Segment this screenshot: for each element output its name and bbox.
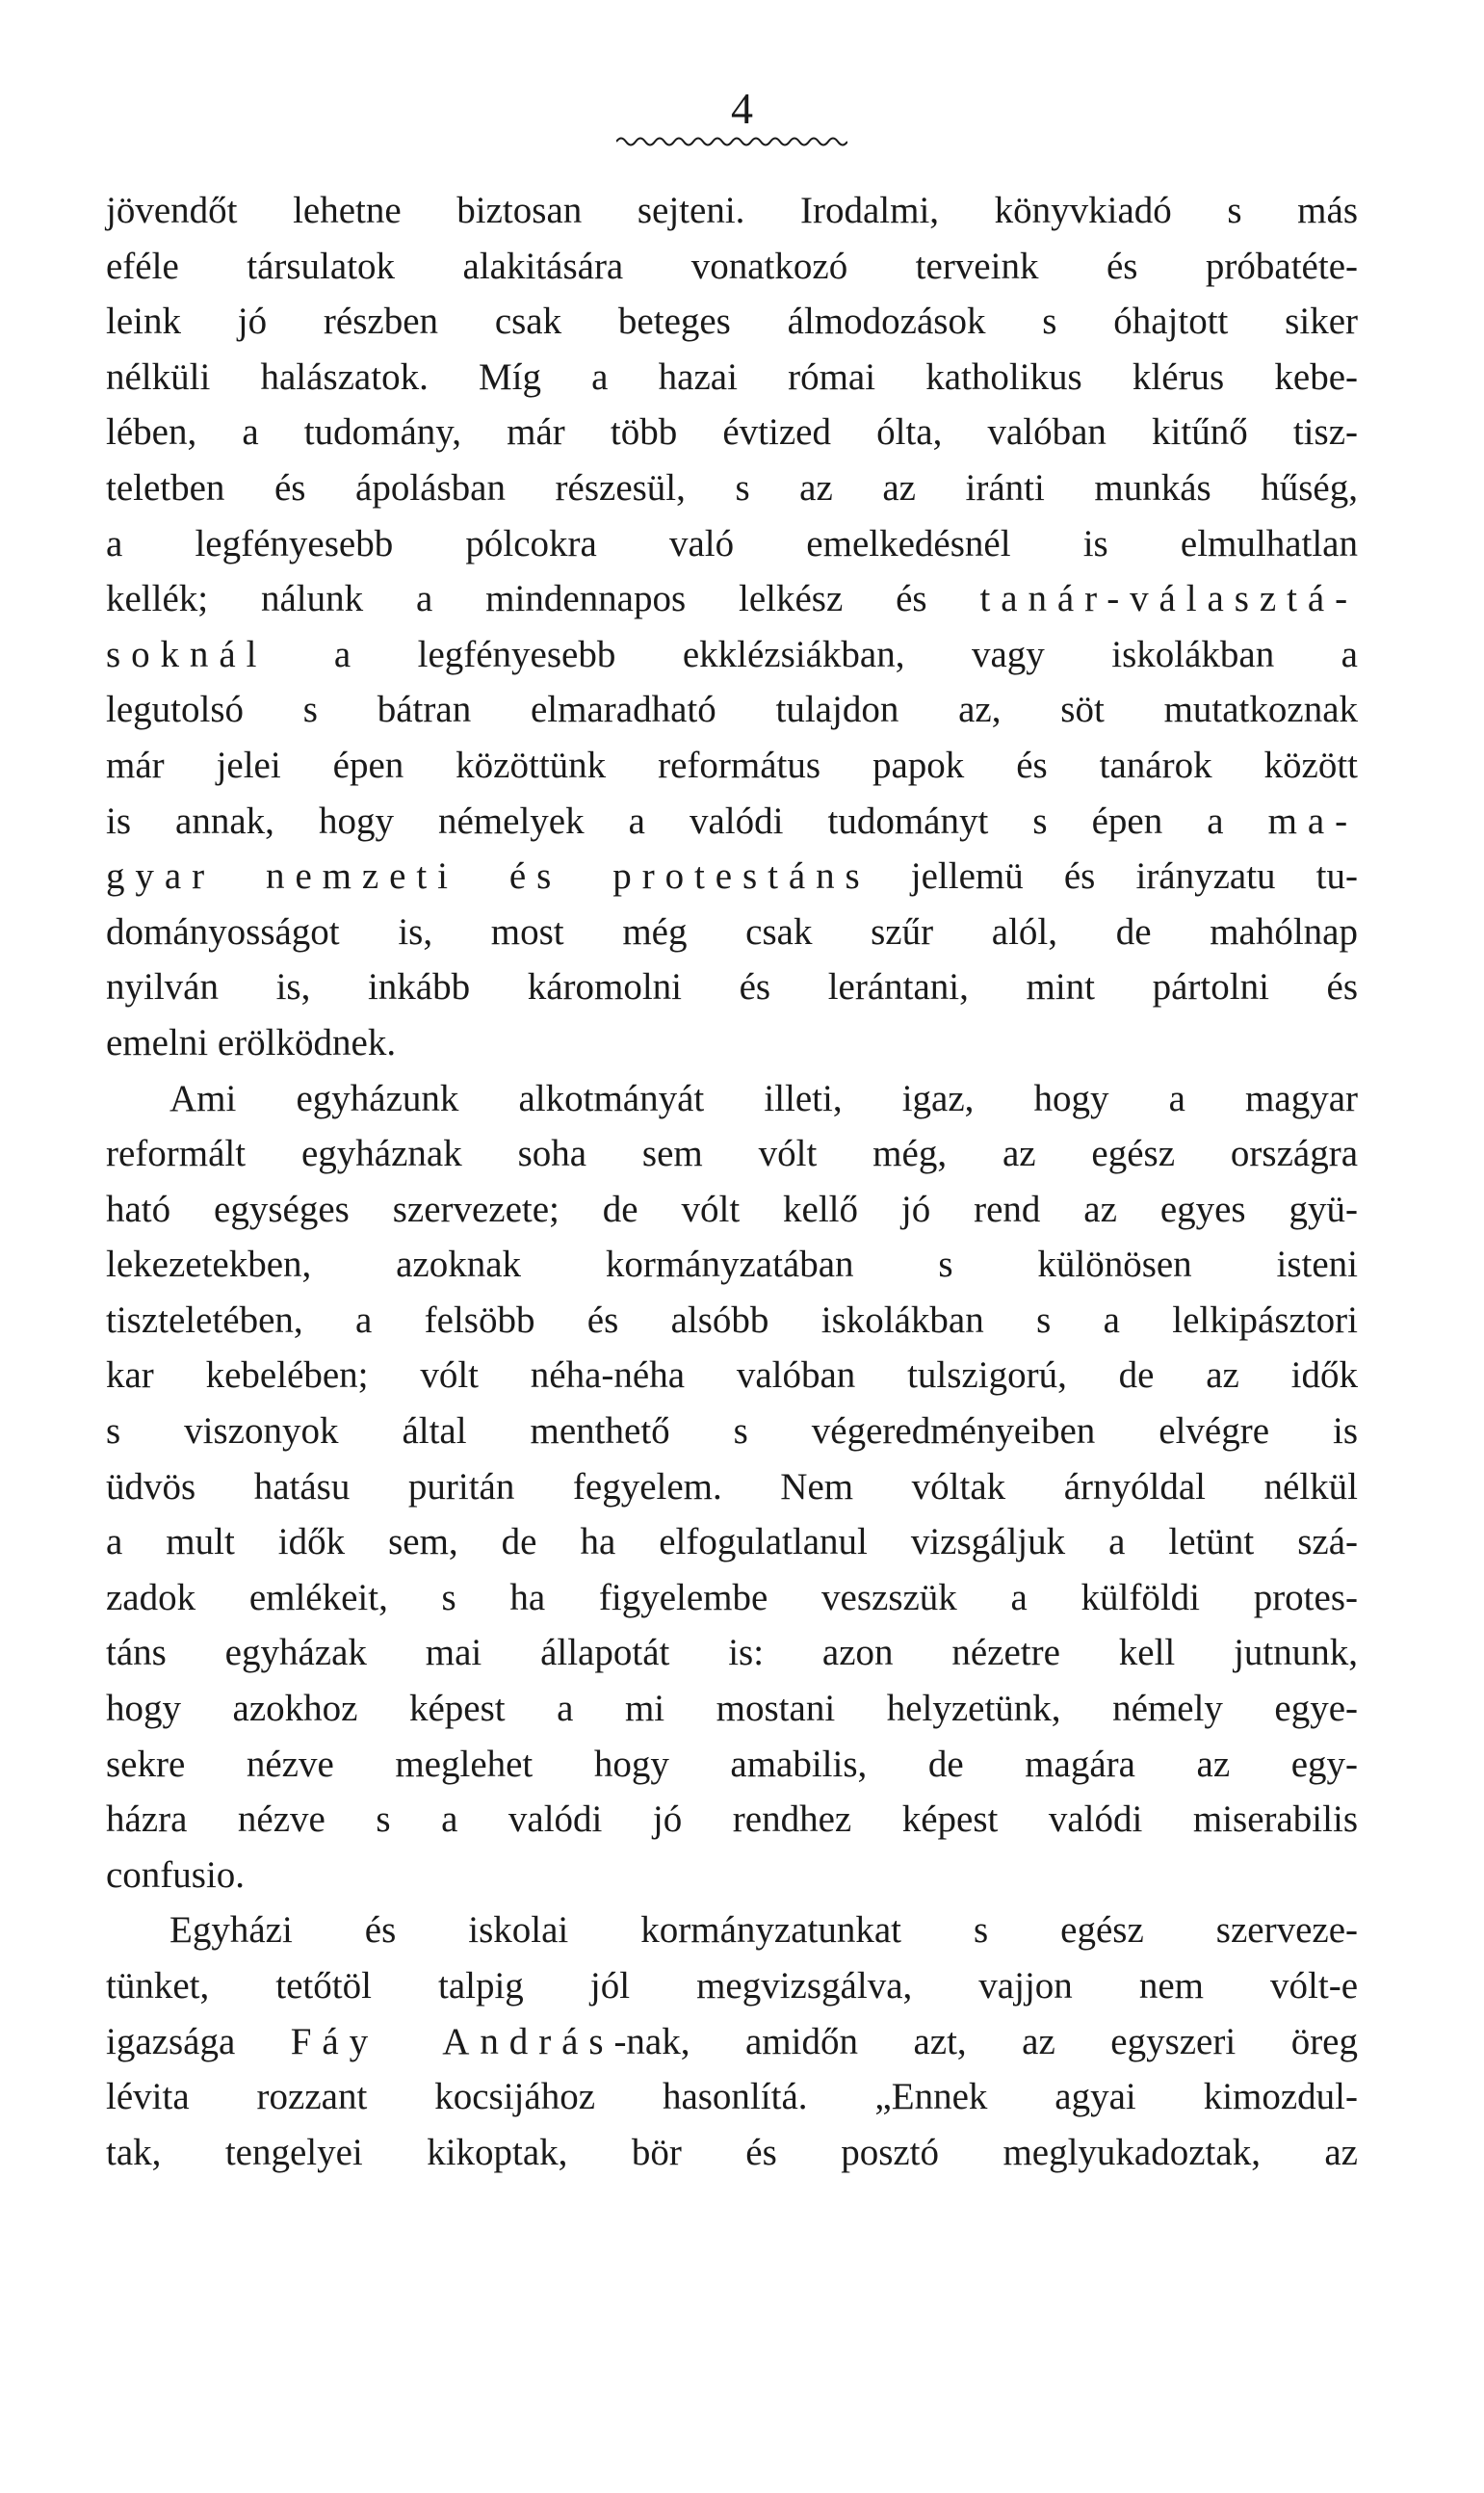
body-text (106, 183, 1358, 2180)
text-line: ható egységes szervezete; de vólt kellő jó rend az egyes gyü- (106, 1188, 1358, 1230)
text-line: dományosságot is, most még csak szűr alól, de mahólnap (106, 910, 1358, 953)
text-segment: igazsága (106, 2020, 291, 2062)
text-segment: is annak, hogy némelyek a valódi tudományt s épen a (106, 800, 1268, 842)
text-line: jövendőt lehetne biztosan sejteni. Irodalmi, könyvkiadó s más (106, 190, 1358, 231)
spaced-emphasis: tanár-választá- (979, 578, 1358, 620)
text-line: teletben és ápolásban részesül, s az az iránti munkás hűség, (106, 466, 1358, 509)
wavy-rule-ornament (616, 135, 847, 148)
spaced-emphasis: gyar nemzeti és protestáns (106, 855, 871, 898)
text-line: eféle társulatok alakitására vonatkozó terveink és próbatéte- (106, 245, 1358, 287)
text-line: a mult idők sem, de ha elfogulatlanul vizsgáljuk a letünt szá- (106, 1521, 1358, 1563)
text-line: nyilván is, inkább káromolni és lerántani, mint pártolni és (106, 966, 1358, 1009)
text-segment: kellék; nálunk a mindennapos lelkész és (106, 578, 980, 620)
text-segment: -nak, amidőn azt, az egyszeri öreg (613, 2020, 1358, 2062)
text-line: üdvös hatásu puritán fegyelem. Nem vóltak árnyóldal nélkül (106, 1465, 1358, 1508)
text-line: nélküli halászatok. Míg a hazai római katholikus klérus kebe- (106, 355, 1358, 398)
spaced-emphasis: Fáy András (290, 2020, 614, 2062)
text-line: házra nézve s a valódi jó rendhez képest valódi miserabilis (106, 1798, 1358, 1841)
text-line: kar kebelében; vólt néha-néha valóban tulszigorú, de az idők (106, 1354, 1358, 1397)
text-line: sekre nézve meglehet hogy amabilis, de magára az egy- (106, 1743, 1358, 1785)
text-line: Egyházi és iskolai kormányzatunkat s egész szerveze- (169, 1909, 1358, 1952)
text-line: legutolsó s bátran elmaradható tulajdon az, söt mutatkoznak (106, 689, 1358, 731)
spaced-emphasis: soknál (106, 633, 268, 675)
text-line (106, 849, 1358, 905)
text-line: reformált egyháznak soha sem vólt még, az egész országra (106, 1133, 1358, 1175)
text-line: már jelei épen közöttünk református papok és tanárok között (106, 744, 1358, 786)
text-line (106, 571, 1358, 627)
text-line: lekezetekben, azoknak kormányzatában s különösen isteni (106, 1244, 1358, 1286)
text-segment: jellemü és irányzatu tu- (870, 855, 1358, 898)
text-line: leink jó részben csak beteges álmodozások s óhajtott siker (106, 301, 1358, 343)
text-line: tünket, tetőtöl talpig jól megvizsgálva, vajjon nem vólt-e (106, 1965, 1358, 2007)
text-line (106, 2014, 1358, 2070)
text-line: s viszonyok által menthető s végeredményeiben elvégre is (106, 1410, 1358, 1453)
text-line: tak, tengelyei kikoptak, bör és posztó meglyukadoztak, az (106, 2131, 1358, 2173)
text-line (106, 627, 1358, 683)
page-number: 4 (731, 84, 753, 133)
text-line: zadok emlékeit, s ha figyelembe veszszük a külföldi protes- (106, 1576, 1358, 1618)
text-segment: a legfényesebb ekklézsiákban, vagy iskolákban a (267, 633, 1358, 675)
text-line: lévita rozzant kocsijához hasonlítá. „Ennek agyai kimozdul- (106, 2076, 1358, 2118)
text-line (106, 794, 1358, 850)
text-line: Ami egyházunk alkotmányát illeti, igaz, hogy a magyar (169, 1077, 1358, 1119)
spaced-emphasis: ma- (1267, 800, 1358, 842)
text-line: táns egyházak mai állapotát is: azon nézetre kell jutnunk, (106, 1632, 1358, 1674)
text-line: emelni erölködnek. (106, 1021, 397, 1063)
text-line: confusio. (106, 1853, 246, 1896)
text-line: tiszteletében, a felsöbb és alsóbb iskolákban s a lelkipásztori (106, 1299, 1358, 1341)
text-line: lében, a tudomány, már több évtized ólta, valóban kitűnő tisz- (106, 411, 1358, 454)
text-line: a legfényesebb pólcokra való emelkedésnél is elmulhatlan (106, 522, 1358, 564)
text-line: hogy azokhoz képest a mi mostani helyzetünk, némely egye- (106, 1688, 1358, 1730)
